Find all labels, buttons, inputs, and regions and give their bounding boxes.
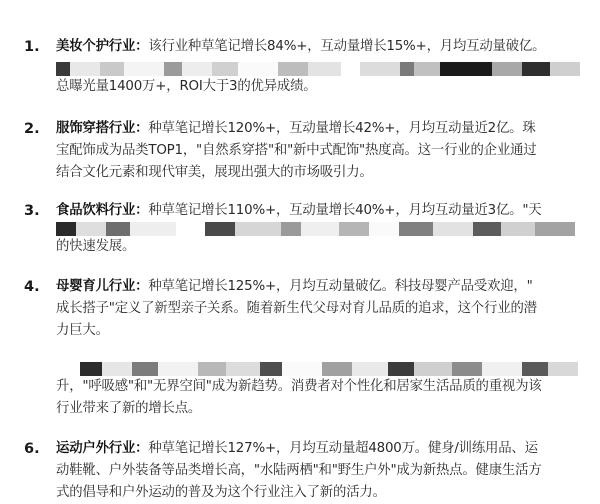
item-number: 3. [24,203,40,219]
item-text: 行业带来了新的增长点。 [56,401,202,416]
item-text: 该行业种草笔记增长84%+，互动量增长15%+，月均互动量破亿。 [148,39,546,54]
item-line [56,438,538,460]
item-text: 总曝光量1400万+，ROI大于3的优异成绩。 [56,79,317,94]
item-number: 4. [24,279,40,295]
glitch-band [56,222,176,236]
glitch-band [80,362,578,376]
item-line [56,276,533,298]
item-number: 2. [24,121,40,137]
item-title: 美妆个护行业： [56,39,149,54]
item-title: 服饰穿搭行业： [56,121,149,136]
item-line [56,36,545,58]
item-text: 力巨大。 [56,323,109,338]
item-text: 的快速发展。 [56,239,136,254]
item-text: 种草笔记增长120%+，互动量增长42%+，月均互动量近2亿。珠 [148,121,536,136]
item-title: 母婴育儿行业： [56,279,149,294]
glitch-band [56,62,341,76]
item-text: 式的倡导和户外运动的普及为这个行业注入了新的活力。 [56,485,386,500]
item-line [56,200,542,222]
item-number: 6. [24,441,40,457]
item-title: 运动户外行业： [56,441,149,456]
item-title: 食品饮料行业： [56,203,149,218]
item-text: 结合文化元素和现代审美，展现出强大的市场吸引力。 [56,165,373,180]
item-number: 1. [24,39,40,55]
item-text: 种草笔记增长125%+，月均互动量破亿。科技母婴产品受欢迎，" [148,279,533,294]
item-line [56,118,536,140]
item-text: 动鞋靴、户外装备等品类增长高，"水陆两栖"和"野生户外"成为新热点。健康生活方 [56,463,542,478]
item-text: 宝配饰成为品类TOP1，"自然系穿搭"和"新中式配饰"热度高。这一行业的企业通过 [56,143,537,158]
item-text: 升，"呼吸感"和"无界空间"成为新趋势。消费者对个性化和居家生活品质的重视为该 [56,379,542,394]
item-text: 种草笔记增长127%+，月均互动量超4800万。健身/训练用品、运 [148,441,538,456]
item-text: 种草笔记增长110%+，互动量增长40%+，月均互动量近3亿。"天 [148,203,542,218]
glitch-band [205,222,575,236]
item-text: 成长搭子"定义了新型亲子关系。随着新生代父母对育儿品质的追求，这个行业的潜 [56,301,537,316]
glitch-band [360,62,580,76]
